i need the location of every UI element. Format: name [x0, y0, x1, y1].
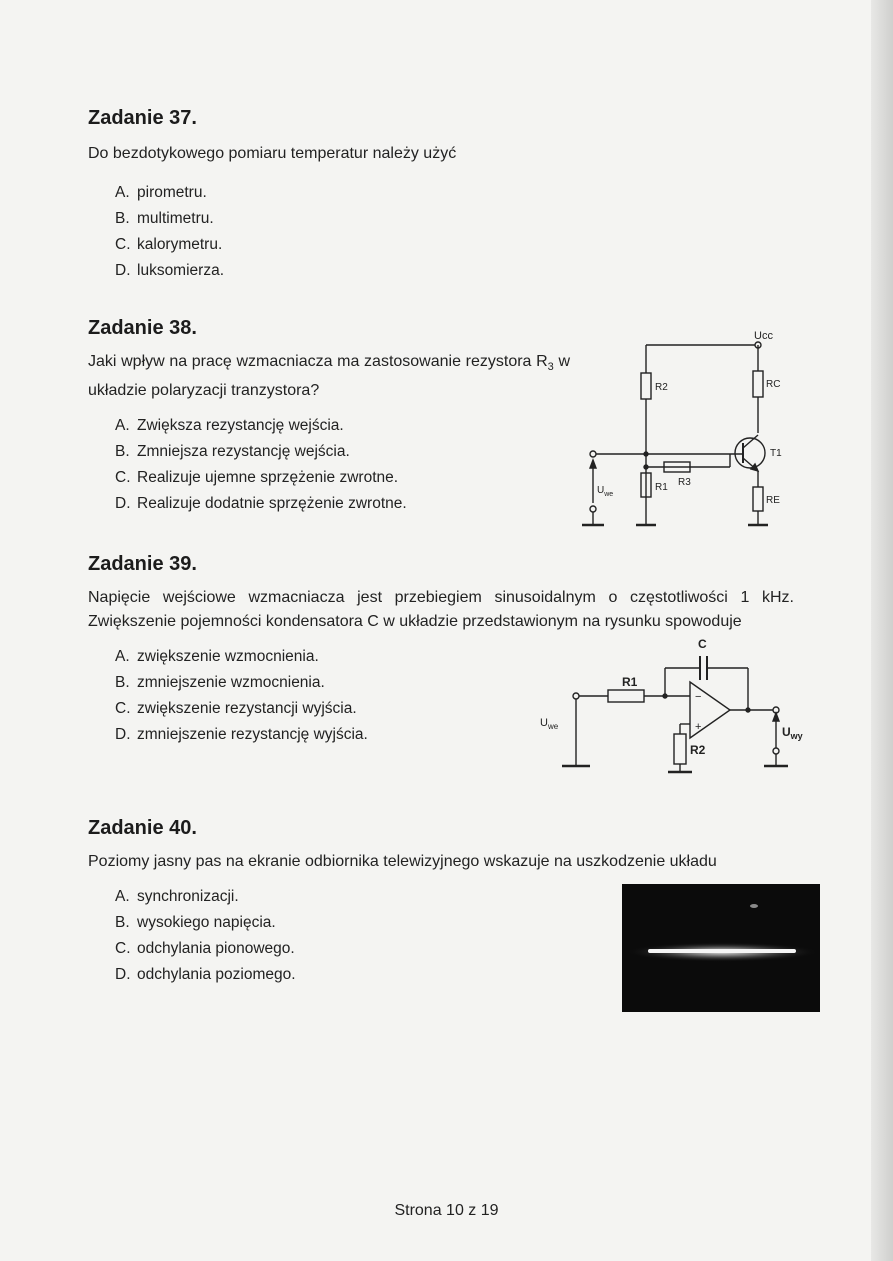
task-title: Zadanie 39. [88, 553, 197, 575]
answer-text: wysokiego napięcia. [137, 914, 276, 931]
label-r3: R3 [678, 477, 691, 488]
answer-text: Zmniejsza rezystancję wejścia. [137, 443, 350, 461]
tv-screen-photo [622, 884, 820, 1012]
answer-text: zwiększenie wzmocnienia. [137, 648, 319, 665]
answer-option[interactable] [115, 232, 808, 258]
task-title: Zadanie 40. [88, 817, 197, 839]
answer-option[interactable] [115, 491, 570, 517]
label-uwy: $U_{wy}$ [782, 725, 803, 741]
question-text: w układzie polaryzacji tranzystora? [88, 353, 571, 400]
label-uwe: $U_{we}$ [540, 717, 559, 731]
answer-option[interactable] [115, 258, 808, 284]
answer-letter: A. [115, 417, 130, 435]
question-text: Jaki wpływ na pracę wzmacniacza ma zastosowanie rezystora R [88, 353, 548, 370]
answer-text: kalorymetru. [137, 236, 223, 253]
answer-text: Zwiększa rezystancję wejścia. [137, 417, 344, 435]
label-t1: T1 [770, 448, 782, 459]
answer-letter: A. [115, 888, 130, 905]
answer-text: pirometru. [137, 184, 207, 201]
answer-text: odchylania poziomego. [137, 966, 296, 983]
label-plus: + [695, 721, 702, 733]
transistor-circuit-diagram [580, 325, 810, 545]
answer-text: synchronizacji. [137, 888, 239, 905]
answer-option[interactable] [115, 206, 808, 232]
task-37 [88, 107, 808, 284]
answer-letter: D. [115, 262, 131, 279]
answer-text: multimetru. [137, 210, 214, 227]
label-minus: − [695, 691, 702, 703]
answer-letter: C. [115, 236, 131, 253]
label-rc: RC [766, 379, 781, 390]
answer-list [88, 180, 808, 284]
answer-letter: C. [115, 940, 131, 957]
label-ucc: Ucc [754, 330, 773, 342]
answer-letter: B. [115, 914, 130, 931]
task-question [88, 350, 570, 403]
task-question: Poziomy jasny pas na ekranie odbiornika telewizyjnego wskazuje na uszkodzenie układu [88, 853, 717, 870]
question-subscript: 3 [547, 361, 554, 374]
label-r1: R1 [622, 675, 638, 689]
answer-text: odchylania pionowego. [137, 940, 295, 957]
label-r2: R2 [655, 382, 668, 393]
answer-option[interactable] [115, 465, 570, 491]
answer-letter: B. [115, 210, 130, 227]
answer-letter: C. [115, 700, 131, 717]
page-edge-shadow [871, 0, 893, 1261]
task-38 [88, 317, 570, 517]
answer-text: Realizuje dodatnie sprzężenie zwrotne. [137, 495, 407, 513]
task-title: Zadanie 38. [88, 317, 197, 339]
answer-option[interactable] [115, 180, 808, 206]
answer-letter: B. [115, 674, 130, 691]
task-question: Do bezdotykowego pomiaru temperatur należy użyć [88, 145, 457, 162]
answer-text: Realizuje ujemne sprzężenie zwrotne. [137, 469, 399, 487]
label-r2: R2 [690, 743, 706, 757]
answer-letter: D. [115, 966, 131, 983]
opamp-circuit-diagram [530, 630, 820, 780]
answer-letter: C. [115, 469, 131, 487]
label-r1: R1 [655, 482, 668, 493]
page-footer: Strona 10 z 19 [394, 1202, 499, 1219]
answer-text: zmniejszenie rezystancję wyjścia. [137, 726, 368, 743]
task-title: Zadanie 37. [88, 107, 197, 129]
label-re: RE [766, 495, 780, 506]
answer-list [88, 413, 570, 517]
label-c: C [698, 637, 707, 651]
answer-letter: D. [115, 495, 131, 513]
answer-option[interactable] [115, 439, 570, 465]
label-uwe: $U_{we}$ [597, 485, 614, 498]
answer-option[interactable] [115, 413, 570, 439]
answer-letter: D. [115, 726, 131, 743]
answer-text: zmniejszenie wzmocnienia. [137, 674, 325, 691]
answer-text: zwiększenie rezystancji wyjścia. [137, 700, 357, 717]
answer-letter: A. [115, 648, 130, 665]
answer-letter: B. [115, 443, 130, 461]
answer-text: luksomierza. [137, 262, 224, 279]
task-question: Napięcie wejściowe wzmacniacza jest przebiegiem sinusoidalnym o częstotliwości 1 kHz. Zwiększenie pojemności kondensatora C w układzie przedstawionym na rysunku spowoduje [88, 589, 794, 630]
answer-letter: A. [115, 184, 130, 201]
